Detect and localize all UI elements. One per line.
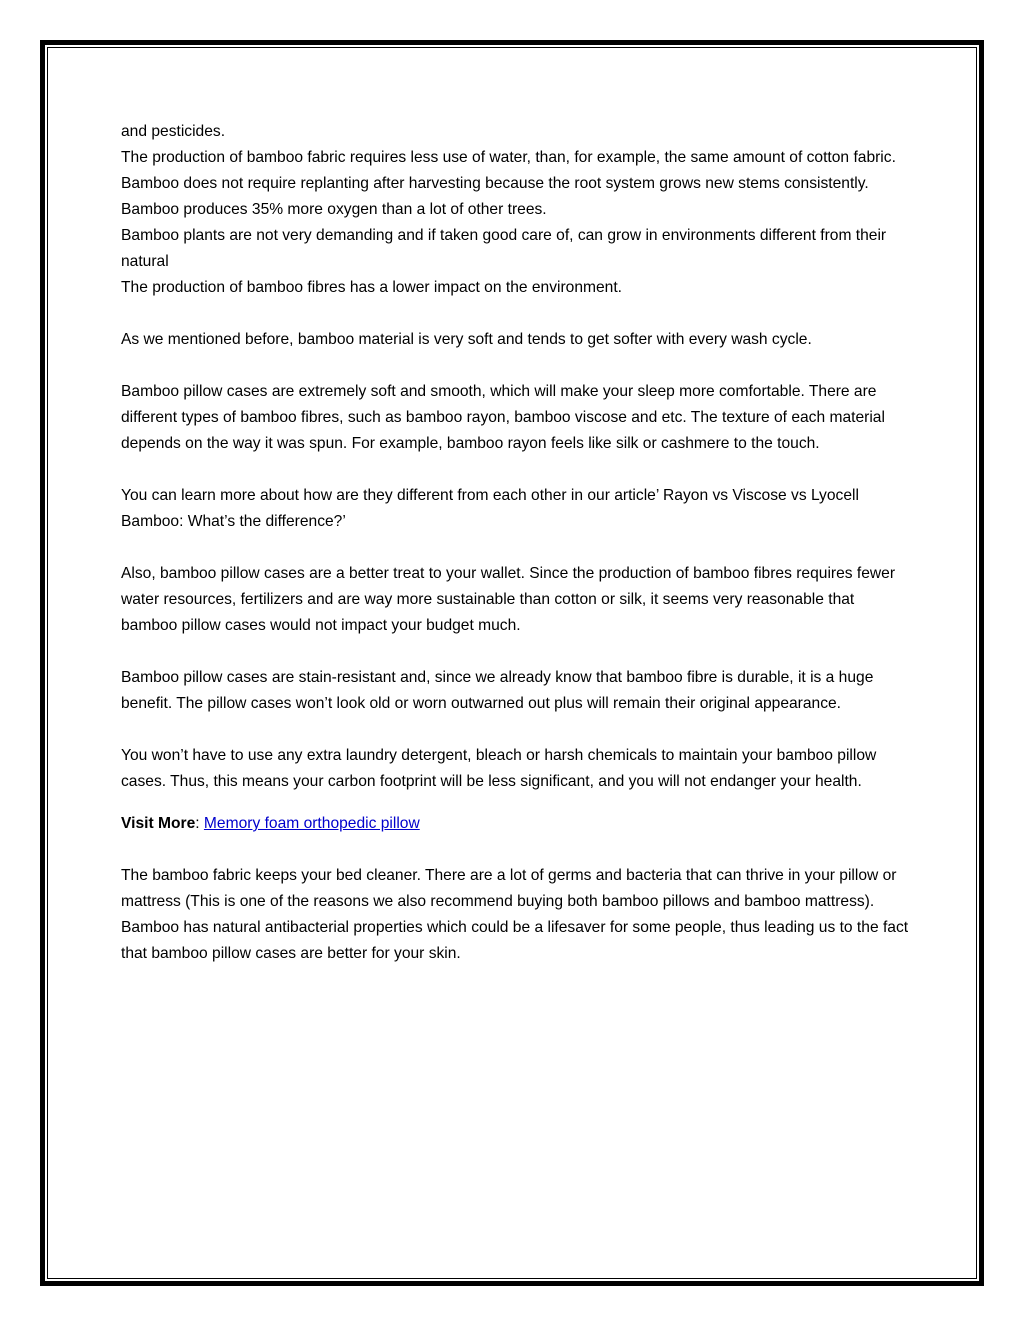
paragraph-spacer <box>121 353 911 379</box>
paragraph-spacer <box>121 535 911 561</box>
paragraph-wallet: Also, bamboo pillow cases are a better treat to your wallet. Since the production of bamboo fibres requires fewer water resources, fertilizers and are way more sustainable than cotton or silk, it seems very reasonable that bamboo pillow cases would not impact your budget much. <box>121 565 896 634</box>
text-line: The production of bamboo fibres has a lower impact on the environment. <box>121 279 623 296</box>
paragraph-article-reference: You can learn more about how are they different from each other in our article’ Rayon vs Viscose vs Lyocell Bamboo: What’s the difference?’ <box>121 487 859 530</box>
paragraph-spacer <box>121 301 911 327</box>
paragraph-detergent: You won’t have to use any extra laundry detergent, bleach or harsh chemicals to maintain your bamboo pillow cases. Thus, this means your carbon footprint will be less significant, and you will not endanger your health. <box>121 747 877 790</box>
text-line: and pesticides. <box>121 123 226 140</box>
visit-more-label: Visit More <box>121 815 196 832</box>
document-body <box>121 119 911 967</box>
visit-more-line <box>121 811 911 837</box>
memory-foam-pillow-link[interactable]: Memory foam orthopedic pillow <box>203 815 420 832</box>
paragraph-spacer <box>121 837 911 863</box>
paragraph-softness: As we mentioned before, bamboo material is very soft and tends to get softer with every wash cycle. <box>121 331 812 348</box>
text-line: The production of bamboo fabric requires less use of water, than, for example, the same amount of cotton fabric. <box>121 149 896 166</box>
paragraph-spacer <box>121 717 911 743</box>
paragraph-fibre-types: Bamboo pillow cases are extremely soft and smooth, which will make your sleep more comfortable. There are different types of bamboo fibres, such as bamboo rayon, bamboo viscose and etc. The texture of each material depends on the way it was spun. For example, bamboo rayon feels like silk or cashmere to the touch. <box>121 383 885 452</box>
paragraph-stain-resistant: Bamboo pillow cases are stain-resistant and, since we already know that bamboo fibre is durable, it is a huge benefit. The pillow cases won’t look old or worn outwarned out plus will remain their original appearance. <box>121 669 874 712</box>
paragraph-spacer <box>121 457 911 483</box>
paragraph-spacer <box>121 639 911 665</box>
text-line: Bamboo produces 35% more oxygen than a lot of other trees. <box>121 201 547 218</box>
paragraph-cleaner-bed: The bamboo fabric keeps your bed cleaner. There are a lot of germs and bacteria that can thrive in your pillow or mattress (This is one of the reasons we also recommend buying both bamboo pillows and bamboo mattress). Bamboo has natural antibacterial properties which could be a lifesaver for some people, thus leading us to the fact that bamboo pillow cases are better for your skin. <box>121 867 909 962</box>
visit-more-separator: : <box>195 815 204 832</box>
text-line: Bamboo does not require replanting after harvesting because the root system grows new stems consistently. <box>121 175 869 192</box>
text-line: Bamboo plants are not very demanding and if taken good care of, can grow in environments different from their natural <box>121 227 887 270</box>
paragraph-spacer <box>121 795 911 811</box>
